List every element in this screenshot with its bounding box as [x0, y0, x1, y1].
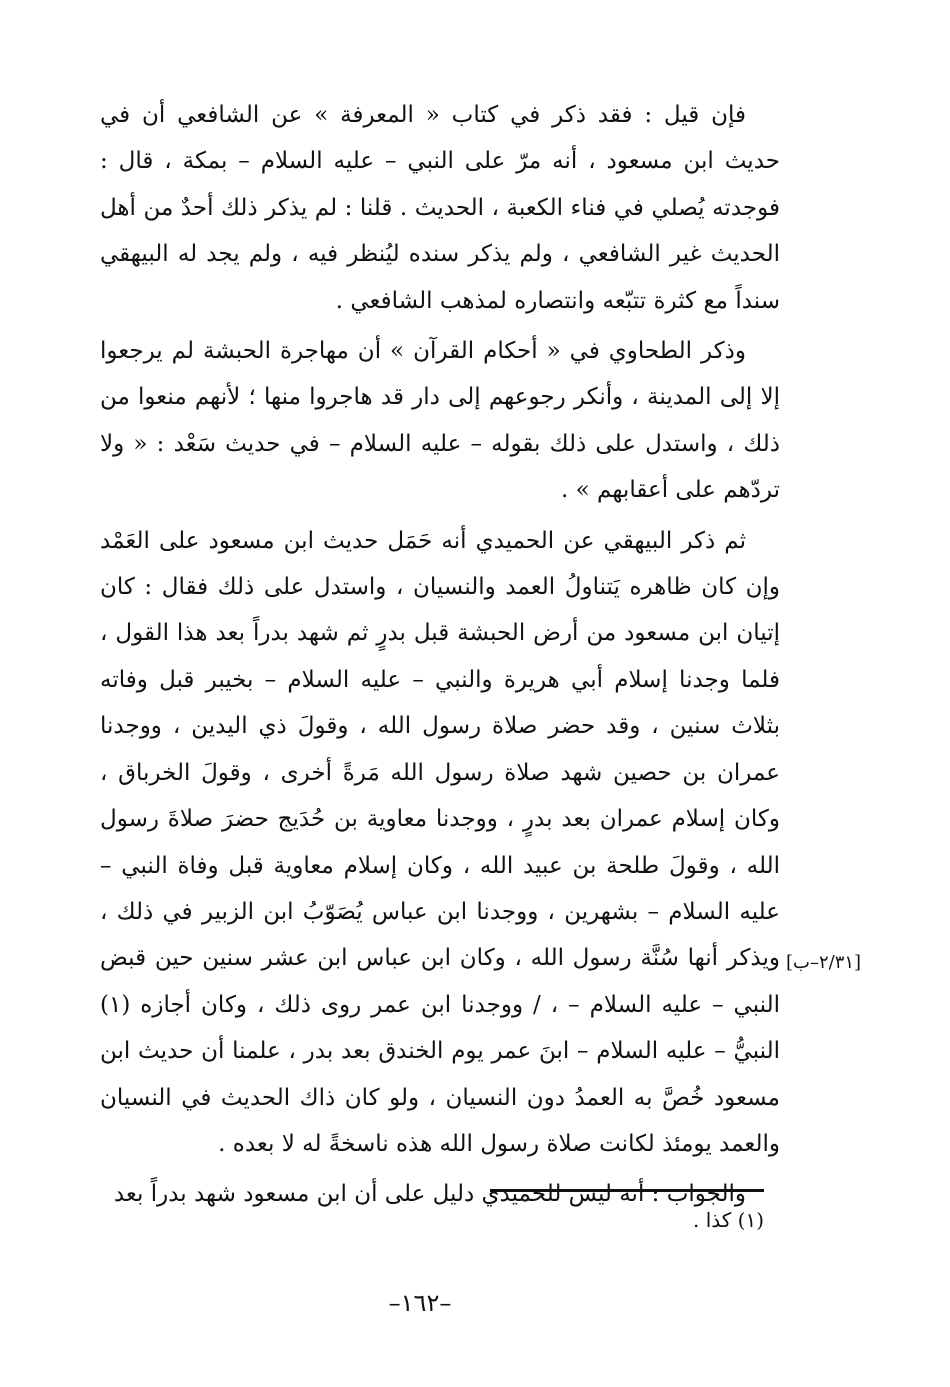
- manuscript-folio-note: [٢/٣١–ب]: [786, 952, 862, 973]
- paragraph-4: والجواب : أنه ليس للحميدي دليل على أن ابن مسعود شهد بدراً بعد: [113, 1181, 746, 1208]
- page-number: –١٦٢–: [388, 1289, 452, 1317]
- main-text-block: [100, 92, 780, 1218]
- paragraph-2: وذكر الطحاوي في « أحكام القرآن » أن مهاجرة الحبشة لم يرجعوا إلا إلى المدينة ، وأنكر رجوعهم إلى دار قد هاجروا منها ؛ لأنهم منعوا من ذلك ، واستدل على ذلك بقوله – عليه السلام – في حديث سَعْد : « ولا تردّهم على أعقابهم » .: [100, 338, 780, 504]
- footnote-separator: [490, 1189, 764, 1192]
- paragraph-1: فإن قيل : فقد ذكر في كتاب « المعرفة » عن الشافعي أن في حديث ابن مسعود ، أنه مرّ على النبي – عليه السلام – بمكة ، قال : فوجدته يُصلي في فناء الكعبة ، الحديث . قلنا : لم يذكر ذلك أحدٌ من أهل الحديث غير الشافعي ، ولم يذكر سنده ليُنظر فيه ، ولم يجد له البيهقي سنداً مع كثرة تتبّعه وانتصاره لمذهب الشافعي .: [100, 102, 780, 314]
- paragraph-3: ثم ذكر البيهقي عن الحميدي أنه حَمَل حديث ابن مسعود على العَمْد وإن كان ظاهره يَتناولُ العمد والنسيان ، واستدل على ذلك فقال : كان إتيان ابن مسعود من أرض الحبشة قبل بدرٍ ثم شهد بدراً بعد هذا القول ، فلما وجدنا إسلام أبي هريرة والنبي – عليه السلام – بخيبر قبل وفاته بثلاث سنين ، وقد حضر صلاة رسول الله ، وقولَ ذي اليدين ، ووجدنا عمران بن حصين شهد صلاة رسول الله مَرةً أخرى ، وقولَ الخرباق ، وكان إسلام عمران بعد بدرٍ ، ووجدنا معاوية بن حُدَيج حضرَ صلاةَ رسول الله ، وقولَ طلحة بن عبيد الله ، وكان إسلام معاوية قبل وفاة النبي – عليه السلام – بشهرين ، ووجدنا ابن عباس يُصَوّبُ ابن الزبير في ذلك ، ويذكر أنها سُنَّة رسول الله ، وكان ابن عباس ابن عشر سنين حين قبض النبي – عليه السلام – ، / ووجدنا ابن عمر روى ذلك ، وكان أجازه (١) النبيُّ – عليه السلام – ابنَ عمر يوم الخندق بعد بدر ، علمنا أن حديث ابن مسعود خُصَّ به العمدُ دون النسيان ، ولو كان ذاك الحديث في النسيان والعمد يومئذ لكانت صلاة رسول الله هذه ناسخةً له لا بعده .: [100, 527, 780, 1157]
- footnote: (١) كذا .: [692, 1208, 764, 1232]
